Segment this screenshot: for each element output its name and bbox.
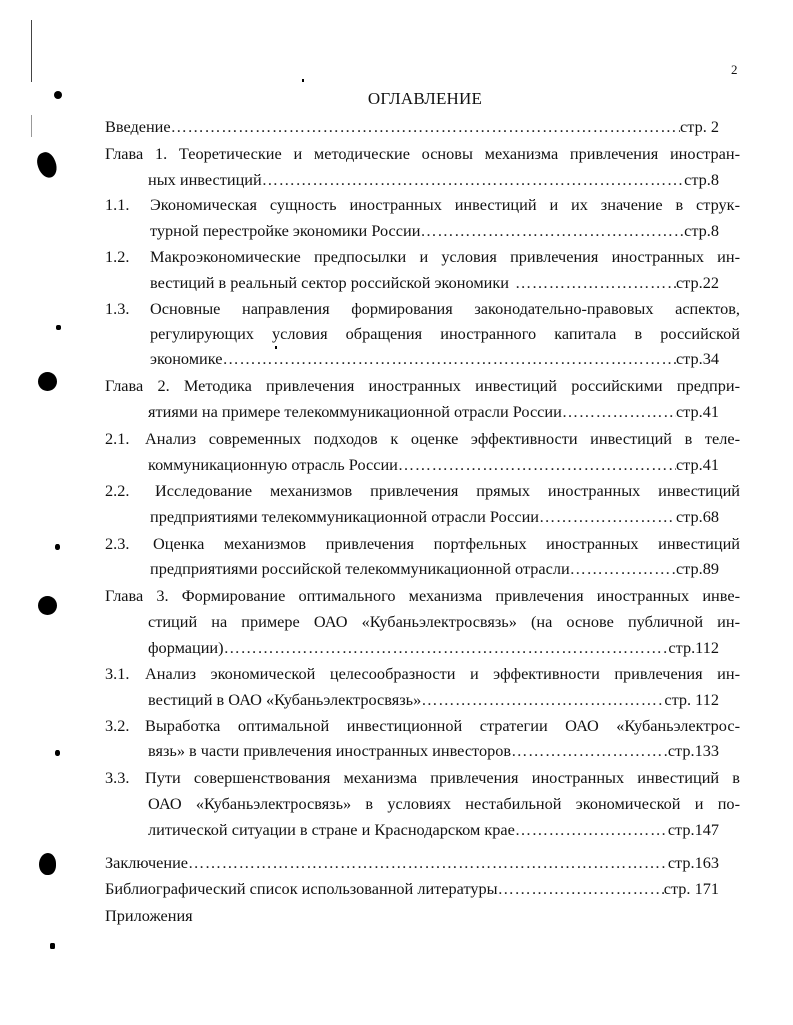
punch-hole-mark (39, 853, 56, 875)
toc-page-ref: стр.68 (675, 507, 719, 526)
leader-dots (421, 690, 664, 710)
leader-dots (515, 820, 668, 840)
toc-page-ref: стр.8 (684, 170, 719, 189)
toc-page-ref: стр. 112 (664, 690, 719, 709)
scan-artifact-speck (55, 544, 60, 550)
toc-entry-appendices[interactable]: Приложения (105, 906, 193, 925)
section-number: 3.1. (105, 664, 130, 683)
leader-dots (511, 741, 668, 761)
leader-dots (398, 455, 676, 475)
toc-page-ref: стр.133 (667, 741, 719, 760)
scan-artifact-blot (34, 150, 60, 181)
section-number: 3.2. (105, 716, 130, 735)
page-number: 2 (731, 62, 738, 77)
punch-hole-mark (38, 596, 57, 615)
toc-section-2-1-cont (148, 455, 719, 475)
section-number: 1.1. (105, 195, 130, 214)
toc-entry-bibliography[interactable] (105, 879, 719, 899)
leader-dots (562, 402, 676, 422)
leader-dots (223, 349, 676, 369)
toc-section-3-1-cont (148, 690, 719, 710)
toc-entry-intro[interactable] (105, 117, 719, 137)
toc-page-ref: стр.89 (675, 559, 719, 578)
leader-dots (498, 879, 664, 899)
scan-artifact-speck (302, 79, 304, 82)
toc-section-3-2-cont (148, 741, 719, 761)
toc-page-ref: стр. 2 (680, 117, 719, 136)
section-number: 3.3. (105, 768, 130, 787)
scan-artifact-speck (56, 325, 61, 330)
toc-section-1-3-cont: регулирующих условия обращения иностранного капитала в российской (150, 324, 740, 343)
toc-page-ref: стр.147 (667, 820, 719, 839)
toc-page-ref: стр.163 (667, 853, 719, 872)
toc-section-1-1-cont (150, 221, 719, 241)
scan-artifact-speck (50, 943, 55, 949)
toc-entry-label: ных инвестиций (148, 170, 262, 189)
toc-page-ref: стр.22 (675, 273, 719, 292)
toc-section-1-2-cont (150, 273, 719, 293)
toc-section-2-1[interactable]: Анализ современных подходов к оценке эффективности инвестиций в теле- (145, 429, 740, 448)
toc-entry-label: Заключение (105, 853, 189, 872)
toc-section-3-2[interactable]: Выработка оптимальной инвестиционной стратегии ОАО «Кубаньэлектрос- (145, 716, 740, 735)
toc-page-ref: стр.112 (668, 638, 719, 657)
toc-entry-label: Библиографический список использованной литературы (105, 879, 498, 898)
toc-section-1-2[interactable]: Макроэкономические предпосылки и условия привлечения иностранных ин- (150, 247, 740, 266)
toc-section-1-3-cont2 (150, 349, 719, 369)
toc-chapter-3-cont2 (148, 638, 719, 658)
toc-page-ref: стр.41 (675, 402, 719, 421)
leader-dots (570, 559, 676, 579)
toc-chapter-2[interactable]: Глава 2. Методика привлечения иностранных инвестиций российскими предпри- (105, 376, 740, 395)
toc-entry-label: Введение (105, 117, 171, 136)
toc-entry-label: предприятиями российской телекоммуникационной отрасли (150, 559, 570, 578)
leader-dots (188, 853, 668, 873)
toc-chapter-1-cont (148, 170, 719, 190)
toc-chapter-1[interactable]: Глава 1. Теоретические и методические основы механизма привлечения иностран- (105, 144, 740, 163)
scan-artifact-line (31, 20, 32, 82)
toc-section-3-3-cont2 (148, 820, 719, 840)
toc-section-1-3[interactable]: Основные направления формирования законодательно-правовых аспектов, (150, 299, 740, 318)
leader-dots (262, 170, 684, 190)
toc-entry-label: вестиций в ОАО «Кубаньэлектросвязь» (148, 690, 422, 709)
toc-entry-label: формации) (148, 638, 224, 657)
toc-section-3-3-cont: ОАО «Кубаньэлектросвязь» в условиях нестабильной экономической и по- (148, 794, 740, 813)
scan-artifact-speck (55, 750, 60, 756)
leader-dots (515, 273, 676, 293)
page-title: ОГЛАВЛЕНИЕ (367, 89, 483, 108)
toc-section-3-3[interactable]: Пути совершенствования механизма привлечения иностранных инвестиций в (145, 768, 740, 787)
section-number: 1.2. (105, 247, 130, 266)
toc-page-ref: стр.34 (675, 349, 719, 368)
toc-entry-conclusion[interactable] (105, 853, 719, 873)
leader-dots (539, 507, 676, 527)
toc-entry-label: вязь» в части привлечения иностранных инвесторов (148, 741, 512, 760)
leader-dots (420, 221, 684, 241)
toc-section-2-3[interactable]: Оценка механизмов привлечения портфельных иностранных инвестиций (153, 534, 740, 553)
toc-chapter-3[interactable]: Глава 3. Формирование оптимального механизма привлечения иностранных инве- (105, 586, 740, 605)
toc-page-ref: стр.41 (675, 455, 719, 474)
punch-hole-mark (38, 372, 57, 391)
toc-entry-label: литической ситуации в стране и Краснодарском крае (148, 820, 515, 839)
toc-section-2-2[interactable]: Исследование механизмов привлечения прямых иностранных инвестиций (155, 481, 740, 500)
toc-chapter-2-cont (148, 402, 719, 422)
section-number: 1.3. (105, 299, 130, 318)
section-number: 2.2. (105, 481, 130, 500)
leader-dots (171, 117, 680, 137)
leader-dots (224, 638, 669, 658)
toc-section-1-1[interactable]: Экономическая сущность иностранных инвестиций и их значение в струк- (150, 195, 740, 214)
toc-entry-label: вестиций в реальный сектор российской экономики (150, 273, 509, 292)
section-number: 2.3. (105, 534, 130, 553)
toc-section-2-3-cont (150, 559, 719, 579)
toc-page-ref: стр.8 (684, 221, 719, 240)
toc-entry-label: экономике (150, 349, 223, 368)
toc-entry-label: турной перестройке экономики России (150, 221, 421, 240)
scan-artifact-line (31, 115, 32, 137)
section-number: 2.1. (105, 429, 130, 448)
toc-entry-label: предприятиями телекоммуникационной отрасли России (150, 507, 540, 526)
toc-section-2-2-cont (150, 507, 719, 527)
toc-entry-label: ятиями на примере телекоммуникационной отрасли России (148, 402, 562, 421)
toc-section-3-1[interactable]: Анализ экономической целесообразности и эффективности привлечения ин- (145, 664, 740, 683)
toc-chapter-3-cont: стиций на примере ОАО «Кубаньэлектросвязь» (на основе публичной ин- (148, 612, 740, 631)
toc-page-ref: стр. 171 (663, 879, 719, 898)
toc-entry-label: коммуникационную отрасль России (148, 455, 398, 474)
